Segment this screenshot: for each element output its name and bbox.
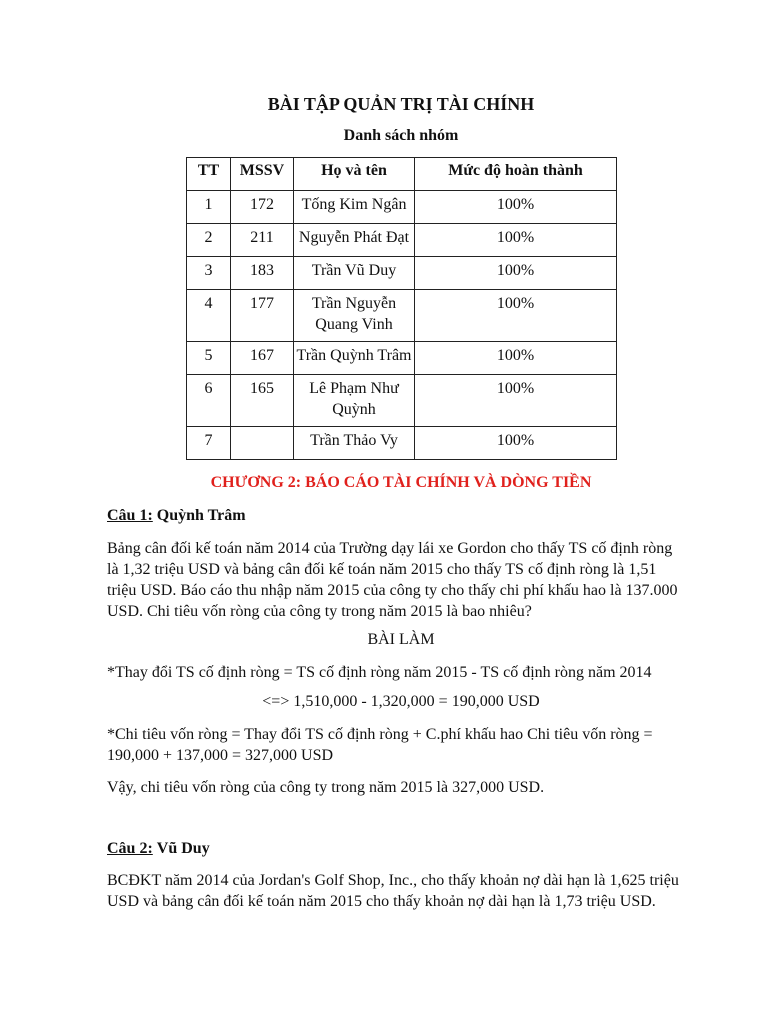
cell-mssv: 211 [231,224,294,257]
cell-completion: 100% [415,191,617,224]
group-list-heading: Danh sách nhóm [343,127,459,144]
question-1-heading [107,507,246,525]
cell-name: Nguyễn Phát Đạt [294,224,415,257]
header-mssv: MSSV [231,158,294,191]
cell-mssv: 165 [231,375,294,427]
question-1-label: Câu 1: [107,507,153,524]
table-row [187,342,617,375]
cell-tt: 1 [187,191,231,224]
cell-completion: 100% [415,342,617,375]
cell-tt: 3 [187,257,231,290]
answer-line-1: *Thay đổi TS cố định ròng = TS cố định ròng năm 2015 - TS cố định ròng năm 2014 [107,664,652,681]
chapter-heading: CHƯƠNG 2: BÁO CÁO TÀI CHÍNH VÀ DÒNG TIỀN [210,474,592,491]
cell-completion: 100% [415,257,617,290]
question-1-text: Bảng cân đối kế toán năm 2014 của Trường dạy lái xe Gordon cho thấy TS cố định ròng là 1,32 triệu USD và bảng cân đối kế toán năm 2015 cho thấy TS cố định ròng là 1,51 triệu USD. Báo cáo thu nhập năm 2015 của công ty cho thấy chi phí khấu hao là 137.000 USD. Chi tiêu vốn ròng của công ty trong năm 2015 là bao nhiêu? [107,540,678,620]
answer-line-3: *Chi tiêu vốn ròng = Thay đổi TS cố định ròng + C.phí khấu hao Chi tiêu vốn ròng = 190,000 + 137,000 = 327,000 USD [107,726,653,764]
cell-tt: 5 [187,342,231,375]
question-2-text: BCĐKT năm 2014 của Jordan's Golf Shop, Inc., cho thấy khoản nợ dài hạn là 1,625 triệu USD và bảng cân đối kế toán năm 2015 cho thấy khoản nợ dài hạn là 1,73 triệu USD. [107,872,679,910]
cell-mssv: 183 [231,257,294,290]
cell-mssv: 167 [231,342,294,375]
cell-completion: 100% [415,224,617,257]
cell-name: Lê Phạm Như Quỳnh [294,375,415,427]
table-row [187,224,617,257]
question-2-author: Vũ Duy [156,840,210,857]
question-2-label: Câu 2: [107,840,153,857]
header-name: Họ và tên [294,158,415,191]
cell-tt: 6 [187,375,231,427]
cell-name: Trần Vũ Duy [294,257,415,290]
cell-name: Trần Nguyễn Quang Vinh [294,290,415,342]
cell-tt: 4 [187,290,231,342]
table-row [187,375,617,427]
cell-tt: 2 [187,224,231,257]
question-2-heading [107,840,210,858]
cell-name: Trần Quỳnh Trâm [294,342,415,375]
answer-line-2: <=> 1,510,000 - 1,320,000 = 190,000 USD [262,693,540,710]
cell-name: Tống Kim Ngân [294,191,415,224]
group-members-table [186,157,617,460]
cell-mssv [231,427,294,460]
table-row [187,257,617,290]
question-1-author: Quỳnh Trâm [156,507,246,524]
header-tt: TT [187,158,231,191]
cell-tt: 7 [187,427,231,460]
header-completion: Mức độ hoàn thành [415,158,617,191]
table-row [187,427,617,460]
table-row [187,290,617,342]
cell-mssv: 177 [231,290,294,342]
cell-name: Trần Thảo Vy [294,427,415,460]
cell-completion: 100% [415,290,617,342]
answer-conclusion: Vậy, chi tiêu vốn ròng của công ty trong năm 2015 là 327,000 USD. [107,779,545,796]
table-row [187,191,617,224]
document-title: BÀI TẬP QUẢN TRỊ TÀI CHÍNH [267,94,535,114]
cell-completion: 100% [415,427,617,460]
table-header-row [187,158,617,191]
cell-mssv: 172 [231,191,294,224]
cell-completion: 100% [415,375,617,427]
answer-heading: BÀI LÀM [367,631,435,648]
